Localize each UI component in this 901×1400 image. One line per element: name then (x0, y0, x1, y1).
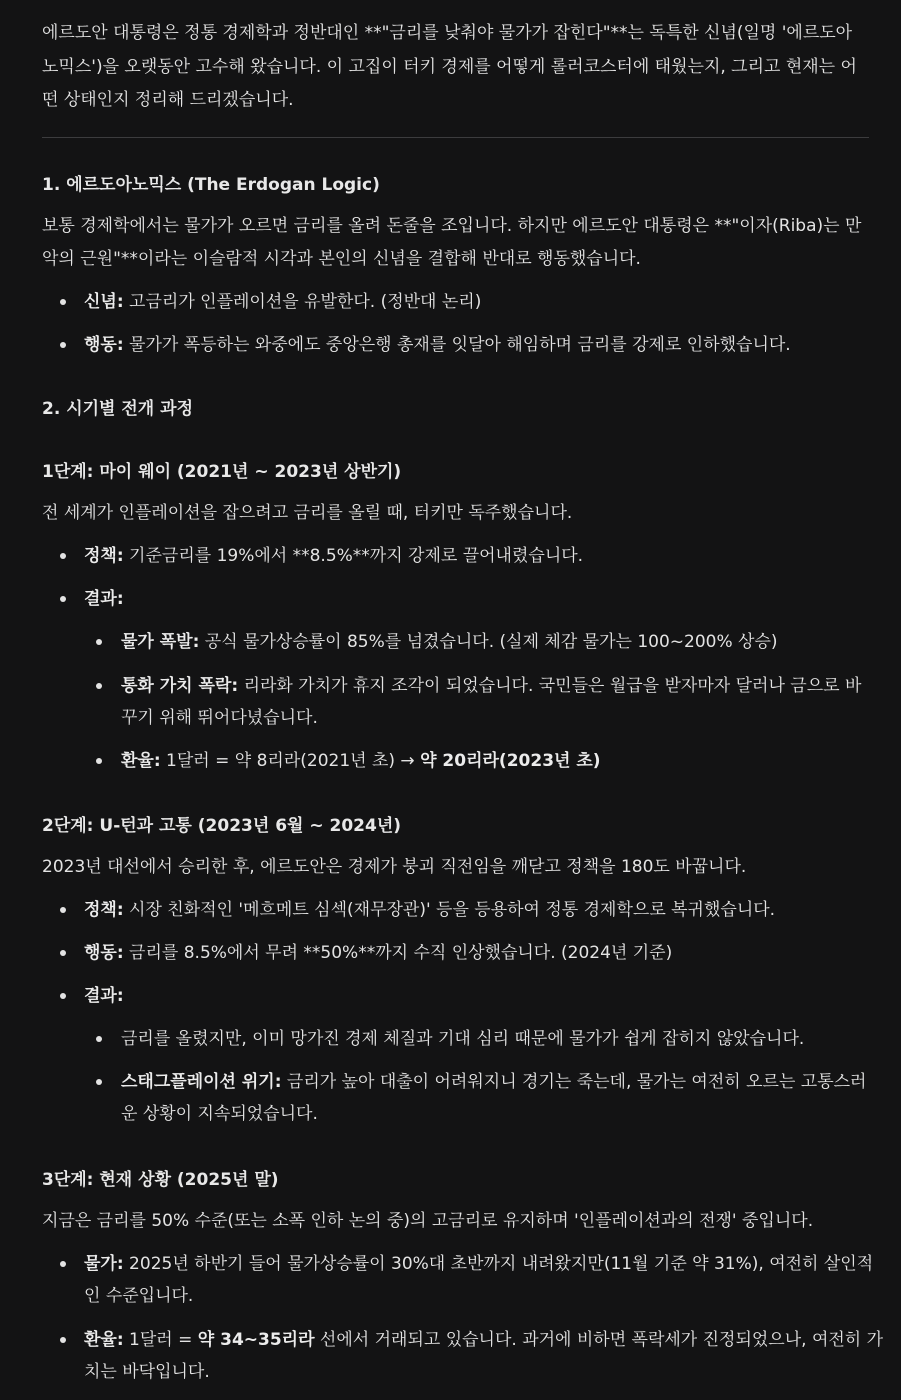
bullet-dot (60, 1261, 66, 1267)
current-exchange-label: 환율: (84, 1330, 124, 1350)
action-label: 행동: (84, 943, 124, 963)
phase-2-action-item (84, 937, 672, 970)
action-item (84, 329, 791, 362)
section-1-heading: 1. 에르도아노믹스 (The Erdogan Logic) (42, 175, 380, 195)
policy-label: 정책: (84, 900, 124, 920)
result-label: 결과: (84, 986, 124, 1006)
currency-crash-item (121, 670, 861, 703)
sub-bullet-dot (96, 758, 102, 764)
inflation-text: 2025년 하반기 들어 물가상승률이 30%대 초반까지 내려왔지만(11월 기준 약 31%), 여전히 살인적 (123, 1254, 874, 1274)
stagflation-item (121, 1066, 866, 1099)
stagflation-text: 금리가 높아 대출이 어려워지니 경기는 죽는데, 물가는 여전히 오르는 고통스러 (281, 1072, 867, 1092)
stagflation-text-cont: 운 상황이 지속되었습니다. (121, 1104, 318, 1124)
phase-1-policy-item (84, 540, 583, 573)
current-exchange-text: 선에서 거래되고 있습니다. 과거에 비하면 폭락세가 진정되었으나, 여전히 가 (314, 1330, 884, 1350)
bullet-dot (60, 907, 66, 913)
intro-line-3: 떤 상태인지 정리해 드리겠습니다. (42, 90, 294, 110)
phase-3-heading: 3단계: 현재 상황 (2025년 말) (42, 1170, 279, 1190)
action-text: 금리를 8.5%에서 무려 **50%**까지 수직 인상했습니다. (2024년 기준) (123, 943, 673, 963)
exchange-rate-label: 환율: (121, 751, 161, 771)
bullet-dot (60, 1337, 66, 1343)
price-explosion-text: 공식 물가상승률이 85%를 넘겼습니다. (실제 체감 물가는 100~200% 상승) (199, 632, 778, 652)
phase-1-result-item (84, 583, 124, 616)
currency-crash-text: 리라화 가치가 휴지 조각이 되었습니다. 국민들은 월급을 받자마자 달러나 금으로 바 (238, 676, 862, 696)
inflation-text-cont: 인 수준입니다. (84, 1286, 194, 1306)
bullet-dot (60, 553, 66, 559)
exchange-rate-bold: 약 20리라(2023년 초) (420, 751, 601, 771)
section-1-line-1: 보통 경제학에서는 물가가 오르면 금리를 올려 돈줄을 조입니다. 하지만 에르도안 대통령은 **"이자(Riba)는 만 (42, 216, 862, 236)
result-label: 결과: (84, 589, 124, 609)
price-explosion-label: 물가 폭발: (121, 632, 200, 652)
belief-item (84, 286, 481, 319)
sub-bullet-dot (96, 1079, 102, 1085)
phase-2-sub-item-1: 금리를 올렸지만, 이미 망가진 경제 체질과 기대 심리 때문에 물가가 쉽게 잡히지 않았습니다. (121, 1029, 805, 1049)
inflation-label: 물가: (84, 1254, 124, 1274)
bullet-dot (60, 993, 66, 999)
inflation-item (84, 1248, 873, 1281)
phase-3-text: 지금은 금리를 50% 수준(또는 소폭 인하 논의 중)의 고금리로 유지하며 '인플레이션과의 전쟁' 중입니다. (42, 1211, 814, 1231)
belief-label: 신념: (84, 292, 124, 312)
exchange-rate-text: 1달러 = 약 8리라(2021년 초) → (160, 751, 421, 771)
stagflation-label: 스태그플레이션 위기: (121, 1072, 282, 1092)
policy-text: 기준금리를 19%에서 **8.5%**까지 강제로 끌어내렸습니다. (123, 546, 584, 566)
phase-2-heading: 2단계: U-턴과 고통 (2023년 6월 ~ 2024년) (42, 816, 402, 836)
phase-1-heading: 1단계: 마이 웨이 (2021년 ~ 2023년 상반기) (42, 462, 402, 482)
belief-text: 고금리가 인플레이션을 유발한다. (정반대 논리) (123, 292, 482, 312)
bullet-dot (60, 342, 66, 348)
intro-line-2: 노믹스')을 오랫동안 고수해 왔습니다. 이 고집이 터키 경제를 어떻게 롤러코스터에 태웠는지, 그리고 현재는 어 (42, 57, 857, 77)
intro-line-1: 에르도안 대통령은 정통 경제학과 정반대인 **"금리를 낮춰야 물가가 잡힌다"**는 독특한 신념(일명 '에르도아 (42, 23, 853, 43)
currency-crash-label: 통화 가치 폭락: (121, 676, 239, 696)
current-exchange-text-cont: 치는 바닥입니다. (84, 1362, 210, 1382)
phase-2-policy-item (84, 894, 775, 927)
policy-text: 시장 친화적인 '메흐메트 심섹(재무장관)' 등을 등용하여 정통 경제학으로 복귀했습니다. (123, 900, 776, 920)
action-text: 물가가 폭등하는 와중에도 중앙은행 총재를 잇달아 해임하며 금리를 강제로 인하했습니다. (123, 335, 791, 355)
bullet-dot (60, 299, 66, 305)
policy-label: 정책: (84, 546, 124, 566)
bullet-dot (60, 950, 66, 956)
action-label: 행동: (84, 335, 124, 355)
current-exchange-prefix: 1달러 = (123, 1330, 198, 1350)
phase-2-result-item (84, 980, 124, 1013)
phase-2-text: 2023년 대선에서 승리한 후, 에르도안은 경제가 붕괴 직전임을 깨닫고 정책을 180도 바꿉니다. (42, 857, 747, 877)
price-explosion-item (121, 626, 778, 659)
sub-bullet-dot (96, 683, 102, 689)
bullet-dot (60, 596, 66, 602)
currency-crash-text-cont: 꾸기 위해 뛰어다녔습니다. (121, 708, 318, 728)
exchange-rate-item (121, 745, 601, 778)
sub-bullet-dot (96, 639, 102, 645)
divider (42, 137, 869, 138)
current-exchange-item (84, 1324, 883, 1357)
current-exchange-bold: 약 34~35리라 (197, 1330, 315, 1350)
section-2-heading: 2. 시기별 전개 과정 (42, 399, 193, 419)
phase-1-text: 전 세계가 인플레이션을 잡으려고 금리를 올릴 때, 터키만 독주했습니다. (42, 503, 573, 523)
section-1-line-2: 악의 근원"**이라는 이슬람적 시각과 본인의 신념을 결합해 반대로 행동했습니다. (42, 249, 641, 269)
sub-bullet-dot (96, 1036, 102, 1042)
